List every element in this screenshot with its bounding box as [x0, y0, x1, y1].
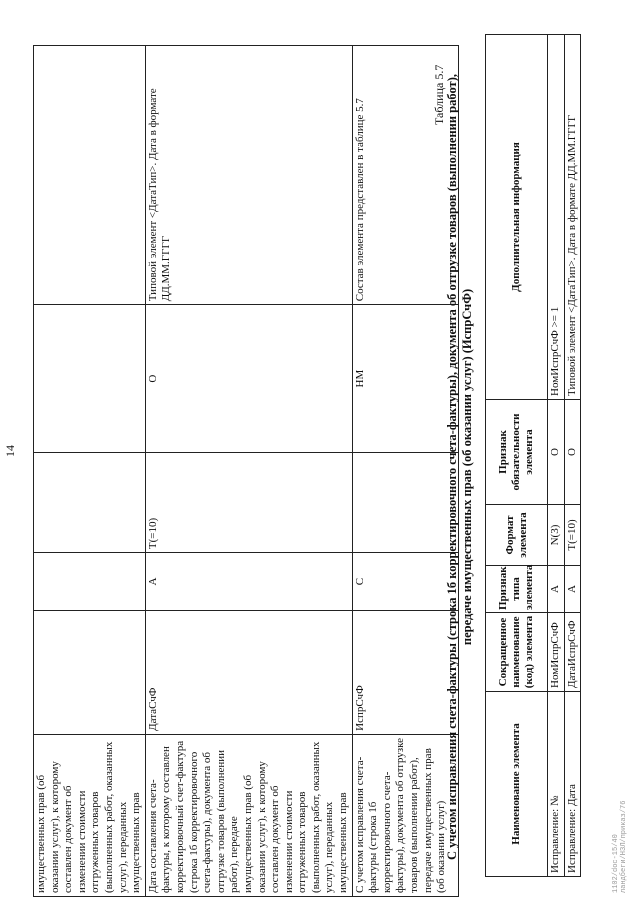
element-name-cell: Исправление: №	[548, 692, 565, 877]
correction-elements-table	[485, 34, 581, 877]
element-format-cell: T(=10)	[145, 452, 352, 552]
table-header-row	[486, 35, 548, 877]
table-caption: Таблица 5.7	[432, 64, 446, 125]
header-info: Дополнительная информация	[486, 35, 548, 400]
element-required-cell: НМ	[352, 305, 458, 453]
stamp-line: ландбеги/НЗЛ/приказ/76	[620, 800, 628, 893]
header-format: Формат элемента	[486, 505, 548, 566]
element-format-cell: N(3)	[548, 505, 565, 566]
element-format-cell: T(=10)	[564, 505, 581, 566]
header-required: Признак обязательности элемента	[486, 400, 548, 505]
element-code-cell	[34, 610, 146, 734]
element-name-cell: Исправление: Дата	[564, 692, 581, 877]
page-number: 14	[3, 445, 17, 457]
table-row	[564, 35, 581, 877]
element-info-cell	[34, 46, 146, 305]
header-code: Сокращенное наименование (код) элемента	[486, 613, 548, 692]
element-type-cell	[34, 553, 146, 611]
element-type-cell: А	[145, 553, 352, 611]
element-type-cell: А	[548, 566, 565, 613]
table-row	[548, 35, 565, 877]
element-required-cell: О	[564, 400, 581, 505]
stamp-line: 1102/doc-15/40	[612, 834, 620, 893]
table-row	[34, 46, 146, 897]
element-code-cell: ИспрСчФ	[352, 610, 458, 734]
table-row	[145, 46, 352, 897]
element-required-cell	[34, 305, 146, 453]
element-name-cell: Дата составления счета-фактуры, к которому составлен корректировочный счет-фактура (строка 1б корректировочного счета-фактуры), документа об отгрузке товаров (выполнении работ), передаче имущественных прав (об оказании услуг), к которому составлен документ об изменении стоимости отгруженных товаров (выполненных работ, оказанных услуг), переданных имущественных прав	[145, 734, 352, 896]
element-format-cell	[34, 452, 146, 552]
element-type-cell: С	[352, 553, 458, 611]
element-info-cell: Типовой элемент <ДатаТип>. Дата в формате ДД.ММ.ГГГГ	[564, 35, 581, 400]
header-type: Признак типа элемента	[486, 566, 548, 613]
element-format-cell	[352, 452, 458, 552]
element-code-cell: ДатаСчФ	[145, 610, 352, 734]
element-required-cell: О	[548, 400, 565, 505]
table-heading: С учетом исправления счета-фактуры (строка 1б корректировочного счета-фактуры), документа об отгрузке товаров (выполнении работ), передаче имущественных прав (об оказании услуг) (ИспрСчФ)	[445, 74, 474, 860]
element-code-cell: НомИспрСчФ	[548, 613, 565, 692]
table-row	[352, 46, 458, 897]
element-info-cell: НомИспрСчФ >= 1	[548, 35, 565, 400]
element-name-cell: С учетом исправления счета-фактуры (строка 1б корректировочного счета-фактуры), документа об отгрузке товаров (выполнении работ), передаче имущественных прав (об оказании услуг)	[352, 734, 458, 896]
element-info-cell: Состав элемента представлен в таблице 5.7	[352, 46, 458, 305]
print-stamp	[612, 801, 628, 893]
element-info-cell: Типовой элемент <ДатаТип>. Дата в формате ДД.ММ.ГГГГ	[145, 46, 352, 305]
element-required-cell: О	[145, 305, 352, 453]
elements-table-continued	[33, 45, 459, 897]
element-type-cell: А	[564, 566, 581, 613]
element-code-cell: ДатаИспрСчФ	[564, 613, 581, 692]
header-name: Наименование элемента	[486, 692, 548, 877]
element-name-cell: имущественных прав (об оказании услуг), к которому составлен документ об изменении стоимости отгруженных товаров (выполненных работ, оказанных услуг), переданных имущественных прав	[34, 734, 146, 896]
